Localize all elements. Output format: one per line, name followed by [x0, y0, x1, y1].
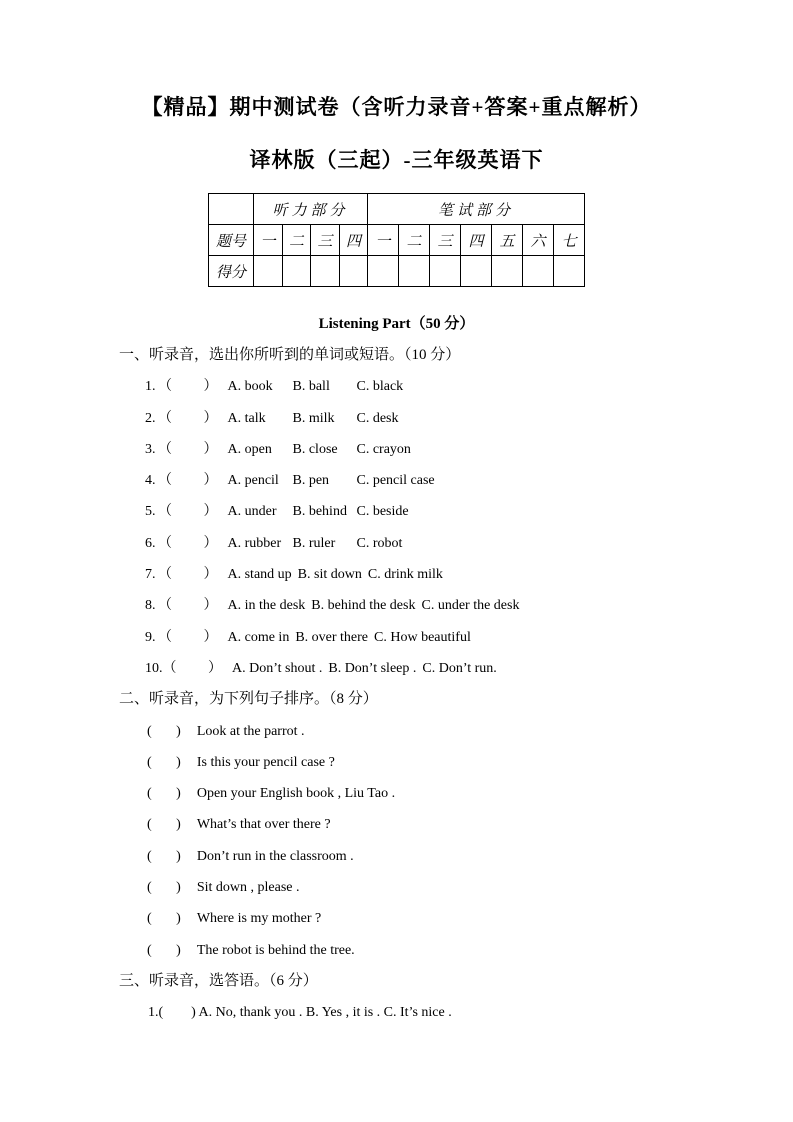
order-blank: ( ) [147, 848, 181, 864]
score-cell [461, 256, 492, 287]
option-b: B. over there [295, 629, 369, 645]
sentence-text: Look at the parrot . [196, 723, 305, 739]
option-a: A. Don’t shout . [232, 660, 323, 676]
question-number-row [209, 225, 585, 256]
page-title: 【精品】期中测试卷（含听力录音+答案+重点解析） [141, 95, 652, 119]
question-item-6 [145, 528, 793, 559]
option-a: A. rubber [227, 535, 282, 551]
answer-blank: （ ） [158, 629, 218, 645]
question-number: 6. [145, 535, 156, 551]
sentence-text: Is this your pencil case ? [196, 754, 335, 770]
option-a: A. talk [227, 410, 266, 426]
score-cell [368, 256, 399, 287]
score-row [209, 256, 585, 287]
sentence-item-7 [147, 903, 793, 934]
answer-blank: （ ） [158, 410, 218, 426]
question-number: 9. [145, 629, 156, 645]
option-c: C. crayon [356, 441, 411, 457]
answer-blank: （ ） [158, 504, 218, 520]
score-cell [254, 256, 283, 287]
option-a: A. come in [227, 629, 290, 645]
option-b: B. sit down [297, 567, 362, 583]
option-a: A. pencil [227, 473, 279, 489]
score-cell [523, 256, 554, 287]
written-col-6: 六 [523, 225, 554, 256]
option-a: A. under [227, 504, 277, 520]
score-cell [311, 256, 340, 287]
corner-cell [209, 194, 254, 225]
question-item-4 [145, 465, 793, 496]
order-blank: ( ) [147, 754, 181, 770]
score-cell [492, 256, 523, 287]
section-1 [0, 340, 793, 684]
score-cell [399, 256, 430, 287]
question-number: 10. [145, 660, 163, 676]
sentence-item-6 [147, 872, 793, 903]
option-c: C. pencil case [356, 473, 435, 489]
answer-blank: （ ） [158, 535, 218, 551]
option-b: B. behind the desk [311, 598, 416, 614]
table-header-row [209, 194, 585, 225]
option-b: B. ball [292, 379, 330, 395]
sentence-item-2 [147, 747, 793, 778]
question-number: 8. [145, 598, 156, 614]
option-a: A. in the desk [227, 598, 306, 614]
score-cell [430, 256, 461, 287]
option-c: C. under the desk [421, 598, 520, 614]
question-number: 4. [145, 473, 156, 489]
question-item-10 [145, 653, 793, 684]
question-item-9 [145, 622, 793, 653]
written-part-header-cell: 笔试部分 [368, 194, 585, 225]
option-c: C. robot [356, 535, 403, 551]
listening-col-2: 二 [283, 225, 311, 256]
sentence-text: Open your English book , Liu Tao . [196, 786, 396, 802]
listening-col-3: 三 [311, 225, 340, 256]
section-3 [0, 966, 793, 1029]
sentence-item-4 [147, 809, 793, 840]
written-col-4: 四 [461, 225, 492, 256]
option-a: A. book [227, 379, 273, 395]
option-c: C. How beautiful [374, 629, 471, 645]
question-item-1 [145, 371, 793, 402]
sentence-text: Sit down , please . [196, 880, 300, 896]
order-blank: ( ) [147, 817, 181, 833]
listening-col-4: 四 [340, 225, 368, 256]
option-c: C. desk [356, 410, 399, 426]
option-c: C. Don’t run. [422, 660, 497, 676]
option-b: B. ruler [292, 535, 336, 551]
question-number: 1. [145, 379, 156, 395]
written-col-3: 三 [430, 225, 461, 256]
answer-blank: （ ） [162, 660, 222, 676]
answer-blank: （ ） [158, 598, 218, 614]
question-item-5 [145, 496, 793, 527]
question-item-3 [145, 434, 793, 465]
option-b: B. close [292, 441, 338, 457]
page-subtitle: 译林版（三起）-三年级英语下 [249, 148, 544, 172]
option-b: B. milk [292, 410, 335, 426]
question-number: 7. [145, 567, 156, 583]
question-number: 3. [145, 441, 156, 457]
section-2 [0, 684, 793, 966]
listening-part-header-cell: 听力部分 [254, 194, 368, 225]
order-blank: ( ) [147, 880, 181, 896]
question-item-2 [145, 403, 793, 434]
order-blank: ( ) [147, 911, 181, 927]
written-col-1: 一 [368, 225, 399, 256]
sentence-text: Don’t run in the classroom . [196, 848, 354, 864]
score-row-label: 得分 [209, 256, 254, 287]
listening-col-1: 一 [254, 225, 283, 256]
listening-part-heading: Listening Part（50 分） [318, 316, 475, 332]
response-item-1: 1.( ) A. No, thank you . B. Yes , it is . C. It’s nice . [148, 1005, 452, 1021]
written-col-7: 七 [554, 225, 585, 256]
order-blank: ( ) [147, 942, 181, 958]
option-a: A. open [227, 441, 272, 457]
sentence-text: What’s that over there ? [196, 817, 331, 833]
question-number: 2. [145, 410, 156, 426]
sentence-item-5 [147, 841, 793, 872]
option-a: A. stand up [227, 567, 292, 583]
order-blank: ( ) [147, 723, 181, 739]
answer-blank: （ ） [158, 379, 218, 395]
order-blank: ( ) [147, 786, 181, 802]
option-b: B. pen [292, 473, 330, 489]
option-c: C. beside [356, 504, 409, 520]
section-1-heading: 一、听录音，选出你所听到的单词或短语。（10 分） [119, 347, 461, 363]
sentence-text: Where is my mother ? [196, 911, 322, 927]
sentence-item-8 [147, 935, 793, 966]
sentence-item-1 [147, 716, 793, 747]
answer-blank: （ ） [158, 473, 218, 489]
option-b: B. Don’t sleep . [328, 660, 417, 676]
section-2-heading: 二、听录音，为下列句子排序。（8 分） [119, 691, 378, 708]
question-item-7 [145, 559, 793, 590]
sentence-item-3 [147, 778, 793, 809]
score-cell [554, 256, 585, 287]
option-b: B. behind [292, 504, 347, 520]
score-cell [283, 256, 311, 287]
written-col-5: 五 [492, 225, 523, 256]
score-table [208, 193, 585, 287]
question-item-8 [145, 590, 793, 621]
sentence-text: The robot is behind the tree. [196, 942, 355, 958]
score-cell [340, 256, 368, 287]
question-number: 5. [145, 504, 156, 520]
answer-blank: （ ） [158, 441, 218, 457]
answer-blank: （ ） [158, 567, 218, 583]
option-c: C. drink milk [367, 567, 443, 583]
section-3-heading: 三、听录音，选答语。（6 分） [119, 972, 318, 989]
option-c: C. black [356, 379, 404, 395]
written-col-2: 二 [399, 225, 430, 256]
question-row-label: 题号 [209, 225, 254, 256]
